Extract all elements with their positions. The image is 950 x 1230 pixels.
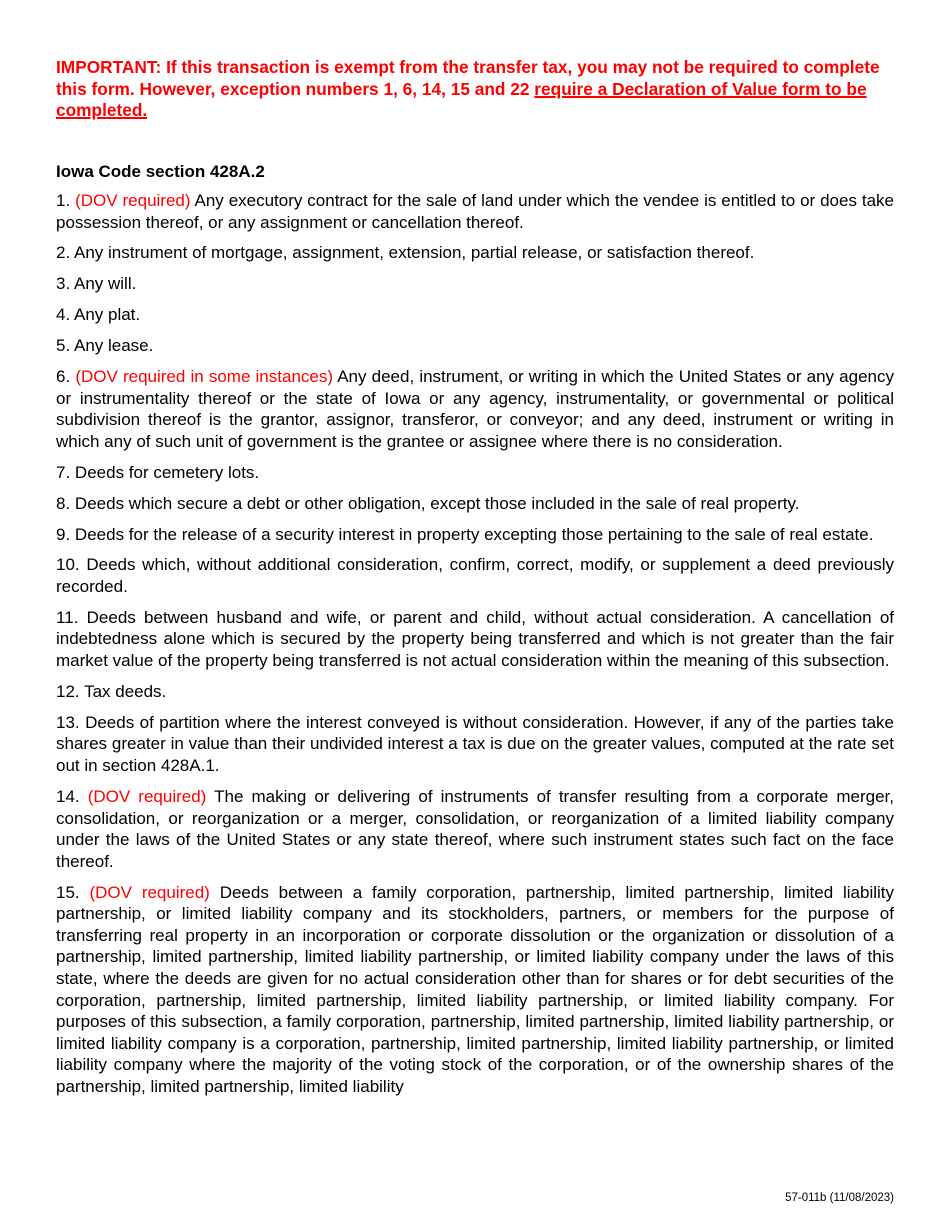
item-text: Deeds for cemetery lots. — [74, 462, 260, 482]
item-number: 10. — [56, 555, 80, 575]
exemption-item — [56, 462, 894, 484]
item-text: Deeds between a family corporation, partnership, limited partnership, limited liability partnership, or limited liability company and its stockholders, partners, or members for the purpose of transferring real property in an incorporation or corporate dissolution or the organization or dissolution of a partnership, limited partnership, limited liability partnership, or limited liability company under the laws of this state, where the deeds are given for no actual consideration other than for shares or for debt securities of the corporation, partnership, limited partnership, limited liability partnership, or limited liability company. For purposes of this subsection, a family corporation, partnership, limited partnership, limited liability partnership, or limited liability company is a corporation, partnership, limited partnership, limited liability partnership, or limited liability company where the majority of the voting stock of the corporation, or of the ownership shares of the partnership, limited partnership, limited liability — [56, 882, 895, 1096]
form-number: 57-011b (11/08/2023) — [785, 1192, 894, 1204]
exemption-item — [56, 554, 894, 597]
notice-text: IMPORTANT: If this transaction is exempt from the transfer tax, you may not be required to complete this form. However, exception numbers 1, 6, 14, 15 and 22 — [56, 57, 880, 99]
exemption-item — [56, 273, 894, 295]
item-text: Any lease. — [73, 336, 154, 356]
document-page — [56, 57, 894, 1107]
exemption-item — [56, 190, 894, 233]
item-number: 11. — [56, 607, 79, 627]
item-number: 13. — [56, 712, 80, 732]
dov-tag: (DOV required) — [87, 786, 207, 806]
important-notice — [56, 57, 894, 122]
dov-tag: (DOV required) — [89, 882, 210, 902]
item-text: The making or delivering of instruments of transfer resulting from a corporate merger, consolidation, or reorganization or a merger, consolidation, or reorganization of a limited liability company under the laws of the United States or any state thereof, where such instrument states such fact on the face thereof. — [56, 786, 894, 871]
item-number: 2. — [56, 243, 71, 263]
item-text: Any plat. — [73, 305, 141, 325]
item-number: 5. — [56, 336, 71, 356]
item-number: 1. — [56, 191, 71, 210]
item-text: Any instrument of mortgage, assignment, extension, partial release, or satisfaction thereof. — [73, 243, 755, 263]
item-text: Any executory contract for the sale of land under which the vendee is entitled to or does take possession thereof, or any assignment or cancellation thereof. — [56, 191, 894, 232]
item-text: Deeds of partition where the interest conveyed is without consideration. However, if any of the parties take shares greater in value than their undivided interest a tax is due on the greater values, computed at the rate set out in section 428A.1. — [56, 712, 894, 776]
exemption-item — [56, 242, 894, 264]
item-text: Deeds which secure a debt or other obligation, except those included in the sale of real property. — [74, 493, 800, 513]
item-number: 14. — [56, 786, 80, 806]
section-heading: Iowa Code section 428A.2 — [56, 161, 265, 181]
item-text: Deeds between husband and wife, or parent and child, without actual consideration. A cancellation of indebtedness alone which is secured by the property being transferred and which is not greater than the fair market value of the property being transferred is not actual consideration within the meaning of this subsection. — [56, 607, 894, 671]
exemption-item — [56, 681, 894, 703]
notice-underlined: require a Declaration of Value form to be completed. — [56, 78, 867, 120]
item-number: 15. — [56, 882, 80, 902]
exemption-item — [56, 607, 894, 672]
item-text: Deeds which, without additional consideration, confirm, correct, modify, or supplement a deed previously recorded. — [56, 555, 894, 596]
item-number: 8. — [56, 493, 71, 513]
dov-tag: (DOV required in some instances) — [75, 367, 334, 387]
item-text: Any deed, instrument, or writing in which the United States or any agency or instrumentality thereof or the state of Iowa or any agency, instrumentality, or governmental or political subdivision thereof is the grantor, assignor, transferor, or conveyor; and any deed, instrument or writing in which any of such unit of government is the grantee or assignee where there is no consideration. — [56, 367, 894, 451]
exemption-list — [56, 190, 894, 1098]
item-text: Deeds for the release of a security interest in property excepting those pertaining to the sale of real estate. — [74, 524, 874, 544]
item-number: 9. — [56, 524, 71, 544]
exemption-item — [56, 786, 894, 872]
exemption-item — [56, 304, 894, 326]
item-number: 3. — [56, 274, 71, 294]
exemption-item — [56, 882, 894, 1098]
item-number: 12. — [56, 681, 80, 701]
exemption-item — [56, 335, 894, 357]
exemption-item — [56, 366, 894, 452]
item-text: Tax deeds. — [84, 681, 167, 701]
exemption-item — [56, 712, 894, 777]
item-number: 6. — [56, 367, 71, 387]
item-number: 7. — [56, 462, 71, 482]
exemption-item — [56, 493, 894, 515]
dov-tag: (DOV required) — [75, 191, 191, 210]
exemption-item — [56, 524, 894, 546]
item-text: Any will. — [73, 274, 137, 294]
item-number: 4. — [56, 305, 71, 325]
